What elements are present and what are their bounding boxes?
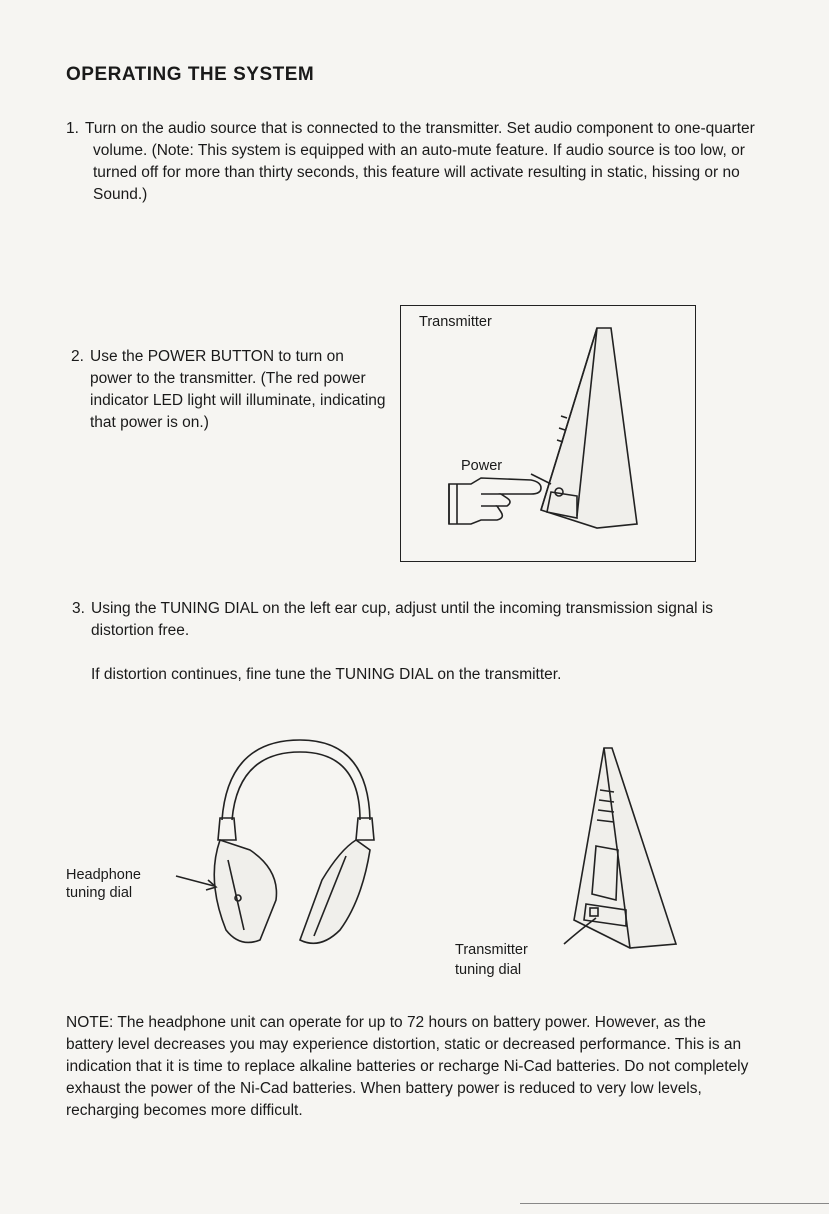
step-3-subtext: If distortion continues, fine tune the TUNING DIAL on the transmitter.: [91, 666, 562, 683]
step-2-number: 2.: [71, 348, 84, 365]
step-3-number: 3.: [72, 600, 85, 617]
transmitter-label: Transmitter: [419, 314, 492, 330]
step-1-number: 1.: [66, 120, 79, 137]
step-3-text: Using the TUNING DIAL on the left ear cup, adjust until the incoming transmission signal is distortion free.: [91, 600, 714, 639]
page-edge-line: [520, 1203, 829, 1204]
battery-note: NOTE: The headphone unit can operate for up to 72 hours on battery power. However, as the battery level decreases you may experience distortion, static or decreased performance. This is an indication that it is time to replace alkaline batteries or recharge Ni-Cad batteries. Do not completely exhaust the power of the Ni-Cad batteries. When battery power is reduced to very low levels, recharging becomes more difficult.: [66, 1014, 749, 1119]
step-1-text: Turn on the audio source that is connected to the transmitter. Set audio component to one-quarter volume. (Note: This system is equipped with an auto-mute feature. If audio source is too low, or turned off for more than thirty seconds, this feature will activate resulting in static, hissing or no Sound.): [85, 120, 755, 203]
transmitter-label-line-1: Transmitter: [455, 942, 528, 958]
page-title: OPERATING THE SYSTEM: [66, 64, 315, 85]
step-2-text: Use the POWER BUTTON to turn on power to the transmitter. (The red power indicator LED light will illuminate, indicating that power is on.): [90, 348, 386, 431]
transmitter-label-line-2: tuning dial: [455, 962, 522, 978]
headphone-label-line-2: tuning dial: [66, 885, 133, 901]
power-label: Power: [461, 458, 503, 474]
headphone-label-line-1: Headphone: [66, 867, 141, 883]
